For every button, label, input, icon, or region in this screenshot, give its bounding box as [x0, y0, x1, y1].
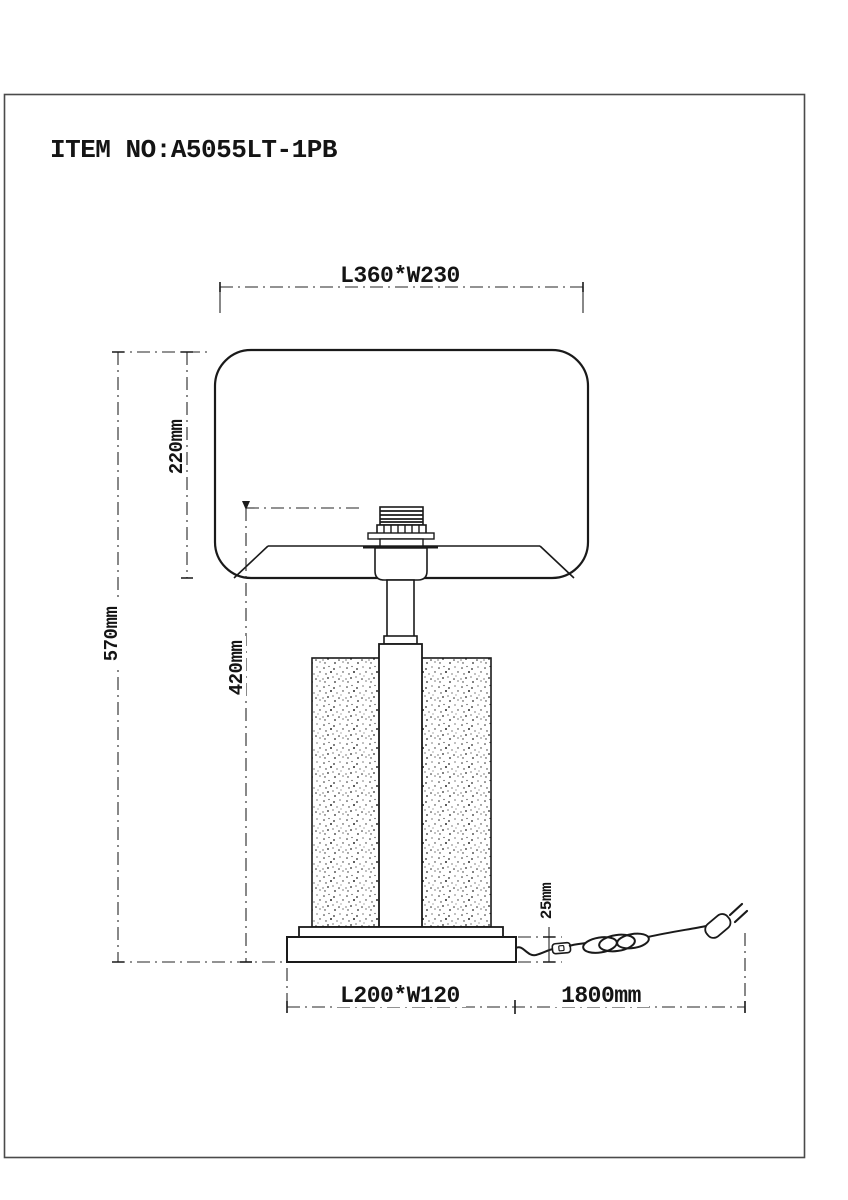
- dim-label-shade-width: L360*W230: [340, 263, 460, 289]
- plug-prongs: [730, 904, 747, 922]
- power-plug: [702, 904, 747, 941]
- dim-label-base-plate-height: 25mm: [538, 882, 556, 920]
- cord-segment-from-base: [516, 947, 553, 955]
- dim-shade-width: [220, 261, 583, 313]
- stem-joint-collar: [384, 636, 417, 644]
- base-upper-tier: [299, 927, 503, 937]
- lamp-neck-stem: [387, 580, 414, 637]
- dim-shade-height: [166, 352, 193, 578]
- dim-label-cord-length: 1800mm: [561, 983, 641, 1009]
- dim-label-base-size: L200*W120: [340, 983, 460, 1009]
- center-column: [379, 644, 422, 927]
- table-lamp-drawing: [215, 350, 747, 962]
- socket-washer-plate: [368, 533, 434, 539]
- dim-label-body-height: 420mm: [226, 640, 248, 696]
- item-number-title: ITEM NO:A5055LT-1PB: [50, 135, 337, 165]
- dim-total-height: [101, 352, 124, 962]
- inline-switch: [552, 942, 571, 954]
- cord-segment-to-plug: [648, 926, 706, 937]
- socket-body: [375, 548, 427, 580]
- dim-label-total-height: 570mm: [101, 606, 123, 662]
- cord-coil: [582, 932, 650, 955]
- socket-flange: [380, 539, 423, 546]
- plug-body: [702, 911, 733, 941]
- dim-label-shade-height: 220mm: [166, 419, 188, 475]
- base-lower-tier: [287, 937, 516, 962]
